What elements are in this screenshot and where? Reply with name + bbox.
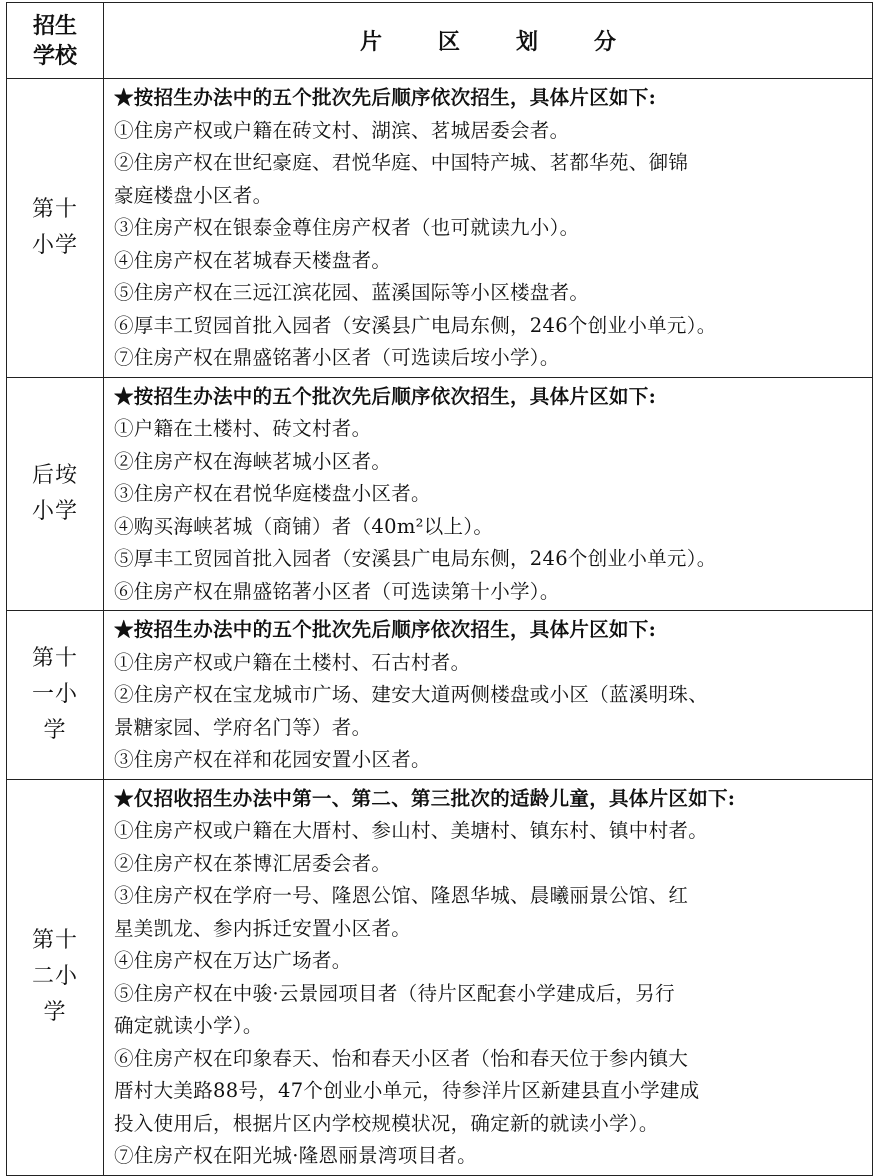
header-school-cell xyxy=(7,3,104,79)
zone-line: ②住房产权在宝龙城市广场、建安大道两侧楼盘或小区（蓝溪明珠、 xyxy=(114,683,709,706)
zone-line: ②住房产权在世纪豪庭、君悦华庭、中国特产城、茗都华苑、御锦 xyxy=(114,151,689,174)
zone-line: ⑤厚丰工贸园首批入园者（安溪县广电局东侧，246个创业小单元）。 xyxy=(114,547,717,570)
school-name-line: 第十 xyxy=(31,928,78,953)
table-header-row xyxy=(7,3,873,79)
school-name-line: 小学 xyxy=(31,232,78,258)
zone-line: 豪庭楼盘小区者。 xyxy=(114,183,273,207)
zone-line: ②住房产权在茶博汇居委会者。 xyxy=(114,851,392,875)
zone-line: ③住房产权在银泰金尊住房产权者（也可就读九小）。 xyxy=(114,216,580,239)
zone-line: ③住房产权在学府一号、隆恩公馆、隆恩华城、晨曦丽景公馆、红 xyxy=(114,884,689,907)
zone-line: ⑥住房产权在印象春天、怡和春天小区者（怡和春天位于参内镇大 xyxy=(114,1046,689,1070)
zone-line: 厝村大美路88号，47个创业小单元，待参洋片区新建县直小学建成 xyxy=(114,1079,700,1102)
header-title-char: 区 xyxy=(437,29,460,55)
school-name-line: 一小 xyxy=(31,681,78,707)
school-name-line: 第十 xyxy=(31,196,78,222)
zone-line: 星美凯龙、参内拆迁安置小区者。 xyxy=(114,916,412,940)
zone-line: ④住房产权在万达广场者。 xyxy=(114,949,352,972)
header-title-char: 分 xyxy=(594,29,617,55)
zone-line: ③住房产权在君悦华庭楼盘小区者。 xyxy=(114,482,431,505)
school-name-line: 学 xyxy=(43,717,67,743)
table-row xyxy=(7,377,873,611)
zone-line: ①住房产权或户籍在大厝村、参山村、美塘村、镇东村、镇中村者。 xyxy=(114,819,709,842)
zone-intro-line: ★仅招收招生办法中第一、第二、第三批次的适龄儿童，具体片区如下: xyxy=(114,786,736,810)
school-name-cell xyxy=(7,79,104,378)
zone-line: ②住房产权在海峡茗城小区者。 xyxy=(114,449,392,473)
zone-line: 投入使用后，根据片区内学校规模状况，确定新的就读小学）。 xyxy=(114,1111,659,1135)
zone-description-cell xyxy=(104,79,873,378)
zone-line: ⑦住房产权在阳光城·隆恩丽景湾项目者。 xyxy=(114,1144,477,1167)
zone-line: ①户籍在土楼村、砖文村者。 xyxy=(114,417,372,440)
zone-line: 确定就读小学）。 xyxy=(114,1014,263,1037)
school-name-line: 二小 xyxy=(31,964,78,989)
zoning-table xyxy=(6,2,873,1176)
zone-line: ④购买海峡茗城（商铺）者（40m²以上）。 xyxy=(114,514,494,538)
header-school-line: 学校 xyxy=(32,42,77,69)
table-row xyxy=(7,79,873,378)
header-title-char: 划 xyxy=(516,29,539,55)
zone-line: ③住房产权在祥和花园安置小区者。 xyxy=(114,748,431,771)
header-title-char: 片 xyxy=(359,29,382,55)
zone-line: 景糖家园、学府名门等）者。 xyxy=(114,715,372,739)
school-name-line: 小学 xyxy=(31,498,78,524)
zone-description-cell xyxy=(104,377,873,611)
zone-line: ⑦住房产权在鼎盛铭著小区者（可选读后垵小学）。 xyxy=(114,346,560,369)
school-name-cell xyxy=(7,611,104,780)
zone-line: ⑤住房产权在三远江滨花园、蓝溪国际等小区楼盘者。 xyxy=(114,281,590,304)
school-name-line: 学 xyxy=(43,1000,67,1025)
zone-line: ④住房产权在茗城春天楼盘者。 xyxy=(114,248,392,272)
school-name-cell xyxy=(7,377,104,611)
zone-line: ①住房产权或户籍在砖文村、湖滨、茗城居委会者。 xyxy=(114,118,570,142)
school-name-line: 后垵 xyxy=(31,462,78,488)
zone-description-cell xyxy=(104,611,873,780)
zone-intro-line: ★按招生办法中的五个批次先后顺序依次招生，具体片区如下: xyxy=(114,618,657,641)
zone-line: ⑥厚丰工贸园首批入园者（安溪县广电局东侧，246个创业小单元）。 xyxy=(114,313,717,337)
zone-description-cell xyxy=(104,779,873,1175)
table-row xyxy=(7,611,873,780)
header-school-line: 招生 xyxy=(32,12,77,39)
zone-line: ⑤住房产权在中骏·云景园项目者（待片区配套小学建成后，另行 xyxy=(114,981,675,1005)
school-name-cell xyxy=(7,779,104,1175)
zone-line: ①住房产权或户籍在土楼村、石古村者。 xyxy=(114,650,471,674)
zone-intro-line: ★按招生办法中的五个批次先后顺序依次招生，具体片区如下: xyxy=(114,86,657,109)
table-row xyxy=(7,779,873,1175)
header-title-cell xyxy=(104,3,873,79)
zone-line: ⑥住房产权在鼎盛铭著小区者（可选读第十小学）。 xyxy=(114,579,560,603)
school-name-line: 第十 xyxy=(31,645,78,671)
zone-intro-line: ★按招生办法中的五个批次先后顺序依次招生，具体片区如下: xyxy=(114,384,657,408)
